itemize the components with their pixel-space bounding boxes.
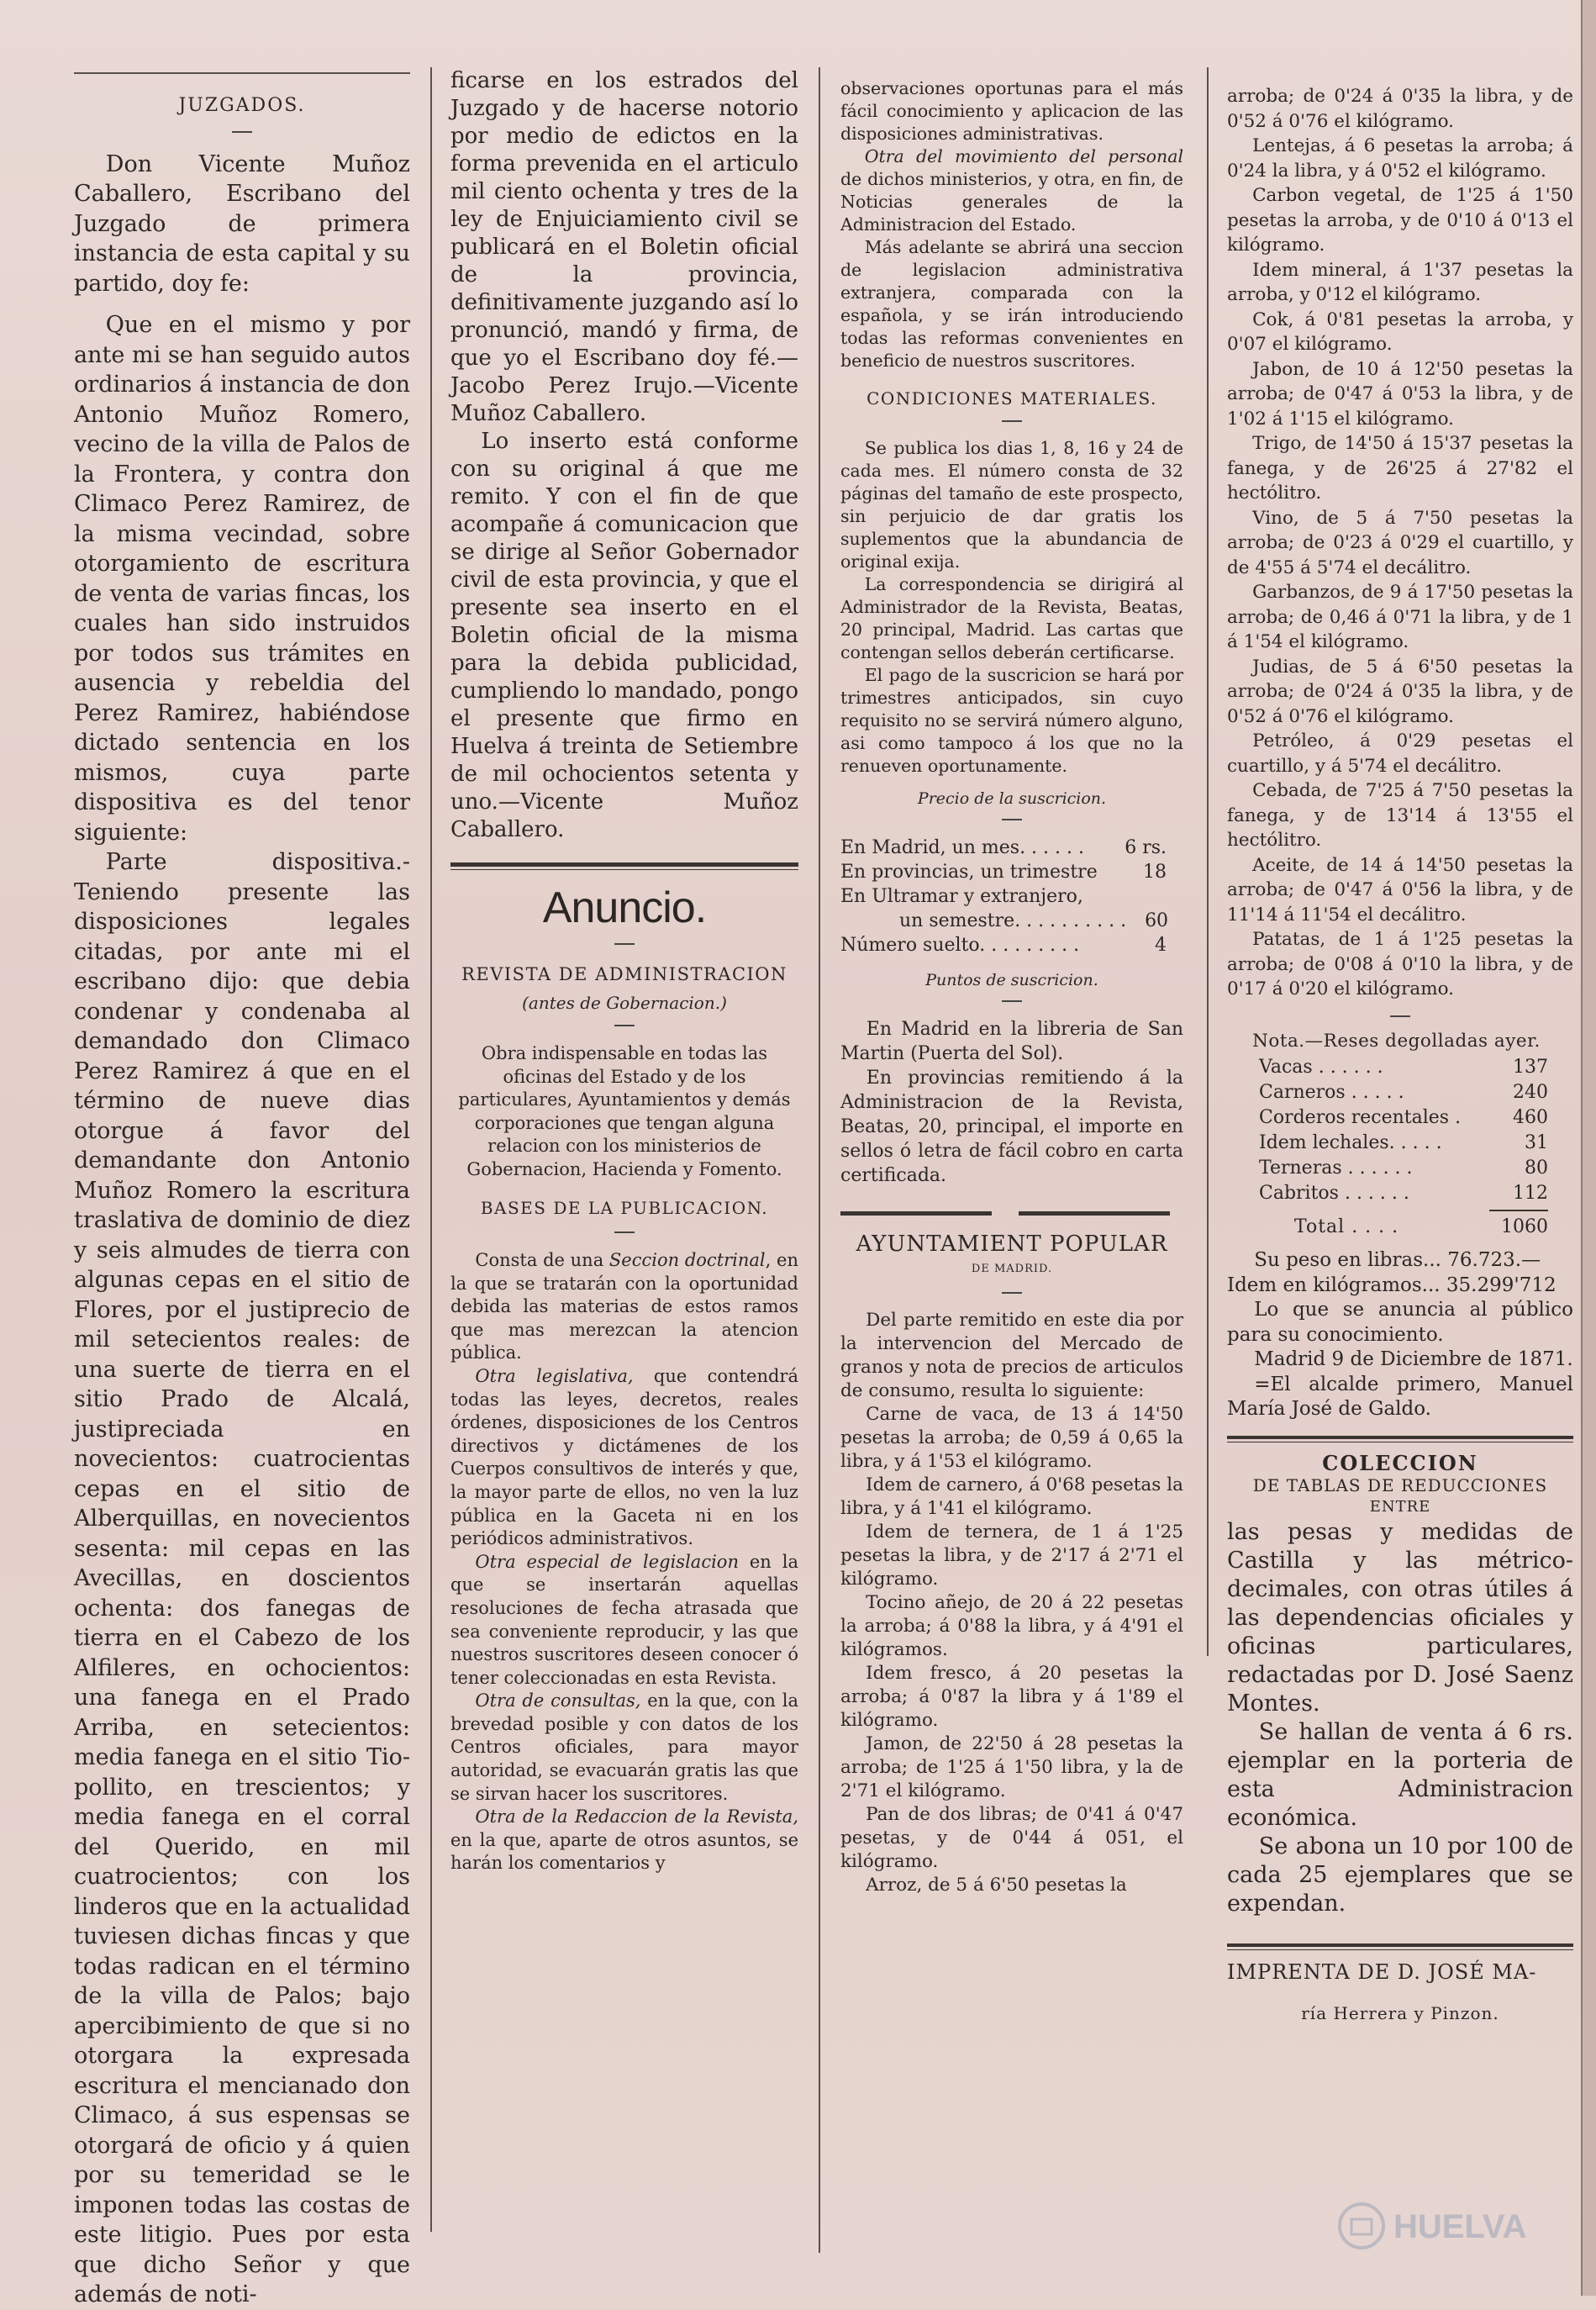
paragraph: Pan de dos libras; de 0'41 á 0'47 pesetas, y de 0'44 á 051, el kilógramo. [840,1804,1183,1872]
heading-dash [840,812,1183,824]
revista-title: REVISTA DE ADMINISTRACION [461,964,787,984]
price-row: En Ultramar y extranjero, [840,886,1083,907]
imprenta-line-2: ría Herrera y Pinzon. [1301,2003,1499,2023]
heading-dash [840,1285,1183,1297]
total-rule [1489,1210,1548,1211]
bases-item: Otra especial de legislacion en la que se insertarán aquellas resoluciones de fecha atrasada que sea conveniente reproducir, y las que nuestros suscritores deseen conocer ó tener coleccionadas en esta Revista. [450,1551,798,1688]
top-rule [74,72,410,74]
paragraph: Carne de vaca, de 13 á 14'50 pesetas la arroba; de 0,59 á 0,65 la libra, y á 1'53 el kilógramo. [840,1404,1183,1472]
price-item: Jabon, de 10 á 12'50 pesetas la arroba; de 0'47 á 0'53 la libra, y de 1'02 á 1'15 el kilógramo. [1227,358,1573,430]
price-item: Judias, de 5 á 6'50 pesetas la arroba; de 0'24 á 0'35 la libra, y de 0'52 á 0'76 el kilógramo. [1227,656,1573,727]
price-item: Lentejas, á 6 pesetas la arroba; á 0'24 la libra, y á 0'52 el kilógramo. [1227,135,1573,182]
paragraph: Que en el mismo y por ante mi se han seguido autos ordinarios á instancia de don Antonio Muñoz Romero, vecino de la villa de Palos de la Frontera, y contra don Climaco Perez Ramirez, de la misma vecindad, sobre otorgamiento de escritura de venta de varias fincas, los cuales han sido instruidos por todos sus trámites en ausencia y rebeldia del Perez Ramirez, habiéndose dictado sentencia en los mismos, cuya parte dispositiva es del tenor siguiente: [74,312,410,846]
column-rule-1 [430,67,432,2232]
paragraph: Idem fresco, á 20 pesetas la arroba; á 0'87 la libra y á 1'89 el kilógramo. [840,1663,1183,1731]
price-list [840,836,1183,957]
bases-item: Otra de consultas, en la que, con la brevedad posible y con datos de los Centros oficiales, para mayor autoridad, se evacuarán gratis las que se sirvan hacer los suscritores. [450,1690,799,1804]
rule-imprenta [1227,1943,1573,1947]
peso-kilogramos: Idem en kilógramos... 35.299'712 [1227,1274,1556,1296]
bases-item: Otra legislativa, que contendrá todas las leyes, decretos, reales órdenes, disposiciones de los Centros directivos y dictámenes de los Cuerpos consultivos de interés y que, la mayor parte de ellos, no ven la luz pública en la Gaceta ni en los periódicos administrativos. [450,1365,798,1549]
reses-row: Cabritos . . . . . . 112 [1259,1183,1548,1204]
ayuntamiento-title: AYUNTAMIENT POPULAR [856,1231,1168,1257]
column-revista-ayuntamiento [840,77,1183,1897]
price-item: Trigo, de 14'50 á 15'37 pesetas la fanega, y de 26'25 á 27'82 el hectólitro. [1227,433,1573,504]
paragraph: Arroz, de 5 á 6'50 pesetas la [866,1875,1127,1896]
firma-alcalde: =El alcalde primero, Manuel María José de Galdo. [1227,1373,1573,1420]
heading-dash [840,414,1183,425]
paragraph: La correspondencia se dirigirá al Administrador de la Revista, Beatas, 20 principal, Madrid. Las cartas que contengan sellos deberán certificarse. [840,574,1183,662]
coleccion-title: COLECCION [1322,1450,1478,1475]
rule-imprenta-thin [1227,1949,1573,1950]
heading-dash [450,1226,798,1237]
paragraph: Más adelante se abrirá una seccion de legislacion administrativa extranjera, comparada con la española, y se irán introduciendo todas las reformas convenientes en beneficio de nuestros suscritores. [840,237,1183,371]
heading-dash [74,126,410,138]
reses-row: Vacas . . . . . . 137 [1259,1057,1548,1078]
heading-dash [1227,1010,1573,1022]
paragraph: Del parte remitido en este dia por la intervencion del Mercado de granos y nota de precios de articulos de consumo, resulta lo siguiente: [840,1310,1183,1401]
paragraph: Lo inserto está conforme con su original á que me remito. Y con el fin de que acompañe á comunicacion que se dirige al Señor Gobernador civil de esta provincia, y que el presente sea inserto en el Boletin oficial de la misma para la debida publicidad, cumpliendo lo mandado, pongo el presente que firmo en Huelva á treinta de Setiembre de mil ochocientos setenta y uno.—Vicente Muñoz Caballero. [450,429,798,842]
paragraph: Tocino añejo, de 20 á 22 pesetas la arroba; á 0'88 la libra, y á 4'91 el kilógramos. [840,1592,1183,1660]
column-precios-coleccion [1227,84,1573,2027]
column-rule-3 [1207,67,1209,1656]
price-item: arroba; de 0'24 á 0'35 la libra, y de 0'52 á 0'76 el kilógramo. [1227,86,1573,132]
price-item: Cok, á 0'81 pesetas la arroba, y 0'07 el kilógramo. [1227,309,1573,355]
double-rule-thick [450,862,798,867]
section-heading-juzgados: JUZGADOS. [178,95,306,116]
anuncio-publico: Lo que se anuncia al público para su conocimiento. [1227,1299,1573,1346]
price-row: un semestre. . . . . . . . . . 60 [899,910,1169,931]
price-item: Garbanzos, de 9 á 17'50 pesetas la arroba; de 0,46 á 0'71 la libra, y de 1 á 1'54 el kilógramo. [1227,582,1573,652]
bases-item: Otra de la Redaccion de la Revista, en la que, aparte de otros asuntos, se harán los comentarios y [450,1806,798,1874]
price-row: En provincias, un trimestre 18 [840,862,1167,883]
price-item: Aceite, de 14 á 14'50 pesetas la arroba; de 0'47 á 0'56 la libra, y de 11'14 á 11'54 el decálitro. [1227,854,1573,926]
coleccion-body: las pesas y medidas de Castilla y las métrico-decimales, con otras útiles á las dependencias oficiales y oficinas particulares, redactadas por D. José Saenz Montes. [1227,1518,1573,1717]
paragraph: El pago de la suscricion se hará por trimestres anticipados, sin cuyo requisito no se servirá número alguno, asi como tampoco á los que no la renueven oportunamente. [840,665,1183,776]
precio-title: Precio de la suscricion. [917,789,1107,808]
ayuntamiento-body [840,1309,1183,1897]
paragraph: Parte dispositiva.-Teniendo presente las disposiciones legales citadas, por ante mi el escribano dijo: que debia condenar y condenaba al demandado don Climaco Perez Ramirez á que en el término de nueve dias otorgue á favor del demandante don Antonio Muñoz Romero la escritura traslativa de dominio de diez y seis almudes de tierra con algunas cepas en el sitio de Flores, por el justiprecio de mil setecientos reales: de una suerte de tierra en el sitio Prado de Alcalá, justipreciada en novecientos: cuatrocientas cepas en el sitio de Alberquillas, en novecientos sesenta: mil cepas en las Avecillas, en doscientos ochenta: dos fanegas de tierra en el Cabezo de los Alfileres, en ochocientos: una fanega en el Prado Arriba, en setecientos: media fanega en el sitio Tio-pollito, en trescientos; y media fanega en el corral del Querido, en mil cuatrocientos; con los linderos que en la actualidad tuviesen dichas fincas y que todas radican en el término de la villa de Palos; bajo apercibimiento de que si no otorgara la expresada escritura el mencianado don Climaco, á sus espensas se otorgará de oficio y á quien por su temeridad se le imponen todas las costas de este litigio. Pues por esta que dicho Señor y que además de noti- [74,849,410,2307]
coleccion-abono: Se abona un 10 por 100 de cada 25 ejemplares que se expendan. [1227,1833,1573,1917]
peso-libras: Su peso en libras... 76.723.— [1254,1249,1541,1271]
paragraph: Don Vicente Muñoz Caballero, Escribano del Juzgado de primera instancia de esta capital y su partido, doy fe: [74,150,410,297]
puntos-title: Puntos de suscricion. [925,971,1098,989]
fecha: Madrid 9 de Diciembre de 1871. [1254,1348,1573,1370]
imprenta-line-1: IMPRENTA DE D. JOSÉ MA- [1227,1959,1537,1984]
reses-row: Terneras . . . . . . 80 [1259,1158,1548,1179]
paragraph: En provincias remitiendo á la Administracion de la Revista, Beatas, 20, principal, el importe en sellos ó letra de fácil cobro en carta certificada. [840,1068,1183,1186]
heading-dash [450,1019,798,1031]
watermark-text: HUELVA [1393,2208,1527,2245]
price-item: Carbon vegetal, de 1'25 á 1'50 pesetas la arroba, y de 0'10 á 0'13 el kilógramo. [1227,185,1573,256]
archive-watermark-icon [1328,2186,1530,2261]
coleccion-subtitle: DE TABLAS DE REDUCCIONES [1252,1474,1548,1495]
ayuntamiento-subtitle: DE MADRID. [971,1263,1053,1275]
paragraph: Idem de ternera, de 1 á 1'25 pesetas la libra, y de 2'17 á 2'71 el kilógramo. [840,1522,1183,1590]
paragraph: Se publica los dias 1, 8, 16 y 24 de cada mes. El número consta de 32 páginas del tamaño de este prospecto, sin perjuicio de dar gratis los suplementos que la abundancia de original exija. [840,438,1183,572]
rule-coleccion [1227,1436,1573,1439]
price-row: En Madrid, un mes. . . . . . 6 rs. [840,837,1167,858]
price-row: Número suelto. . . . . . . . . 4 [840,935,1167,956]
reses-row: Idem lechales. . . . . 31 [1259,1132,1548,1153]
reses-row: Corderos recentales . 460 [1259,1107,1548,1128]
price-item: Patatas, de 1 á 1'25 pesetas la arroba; de 0'08 á 0'10 la libra, y de 0'17 á 0'20 el kilógramo. [1227,929,1573,999]
total-row: Total . . . . 1060 [1294,1216,1548,1237]
rule-right [1019,1211,1170,1216]
coleccion-entre: ENTRE [1369,1497,1431,1516]
paragraph: Otra del movimiento del personal de dichos ministerios, y otra, en fin, de Noticias generales de la Administracion del Estado. [840,146,1183,235]
anuncio-title: Anuncio. [542,883,707,932]
reses-list [1227,1055,1573,1240]
reses-row: Carneros . . . . . 240 [1259,1082,1548,1103]
paragraph: En Madrid en la libreria de San Martin (Puerta del Sol). [840,1019,1183,1064]
page-edge [1581,0,1596,2296]
price-item: Petróleo, á 0'29 pesetas el cuartillo, y á 5'74 el decálitro. [1227,730,1573,777]
column-juzgados [74,72,410,2310]
condiciones-title: CONDICIONES MATERIALES. [866,388,1157,409]
paragraph: Idem de carnero, á 0'68 pesetas la libra, y á 1'41 el kilógramo. [840,1474,1183,1519]
column-rule-2 [819,67,820,2253]
paragraph: ficarse en los estrados del Juzgado y de hacerse notorio por medio de edictos en la forma prevenida en el articulo mil ciento ochenta y tres de la ley de Enjuiciamiento civil se publicará en el Boletin oficial de la provincia, definitivamente juzgando así lo pronunció, mandó y firma, de que yo el Escribano doy fé.—Jacobo Perez Irujo.—Vicente Muñoz Caballero. [450,68,798,426]
revista-intro: Obra indispensable en todas las oficinas del Estado y de los particulares, Ayuntamientos y demás corporaciones que tengan alguna relacion con los ministerios de Gobernacion, Hacienda y Fomento. [458,1043,791,1179]
coleccion-venta: Se hallan de venta á 6 rs. ejemplar en la porteria de esta Administracion económica. [1227,1718,1573,1831]
rule-left [840,1211,992,1216]
paragraph: observaciones oportunas para el más fácil conocimiento y aplicacion de las disposiciones administrativas. [840,78,1183,144]
double-rule-thin [450,869,798,870]
heading-dash [840,994,1183,1005]
bases-list [450,1249,798,1875]
price-item: Vino, de 5 á 7'50 pesetas la arroba; de 0'23 á 0'29 el cuartillo, y de 4'55 á 5'74 el decálitro. [1227,507,1573,578]
bases-title: BASES DE LA PUBLICACION. [480,1198,769,1218]
price-item: Idem mineral, á 1'37 pesetas la arroba, y 0'12 el kilógramo. [1227,259,1573,305]
column-edicto-anuncio [450,67,798,1875]
revista-subtitle: (antes de Gobernacion.) [522,993,727,1013]
nota-title: Nota.—Reses degolladas ayer. [1252,1030,1541,1052]
bases-item: Consta de una Seccion doctrinal, en la que se tratarán con la oportunidad debida las materias de estos ramos que mas merezcan la atencion pública. [450,1250,798,1363]
paragraph: Jamon, de 22'50 á 28 pesetas la arroba; de 1'25 á 1'50 libra, y la de 2'71 el kilógramo. [840,1733,1183,1801]
price-item: Cebada, de 7'25 á 7'50 pesetas la fanega, y de 13'14 á 13'55 el hectólitro. [1227,780,1573,851]
heading-dash [450,937,798,949]
